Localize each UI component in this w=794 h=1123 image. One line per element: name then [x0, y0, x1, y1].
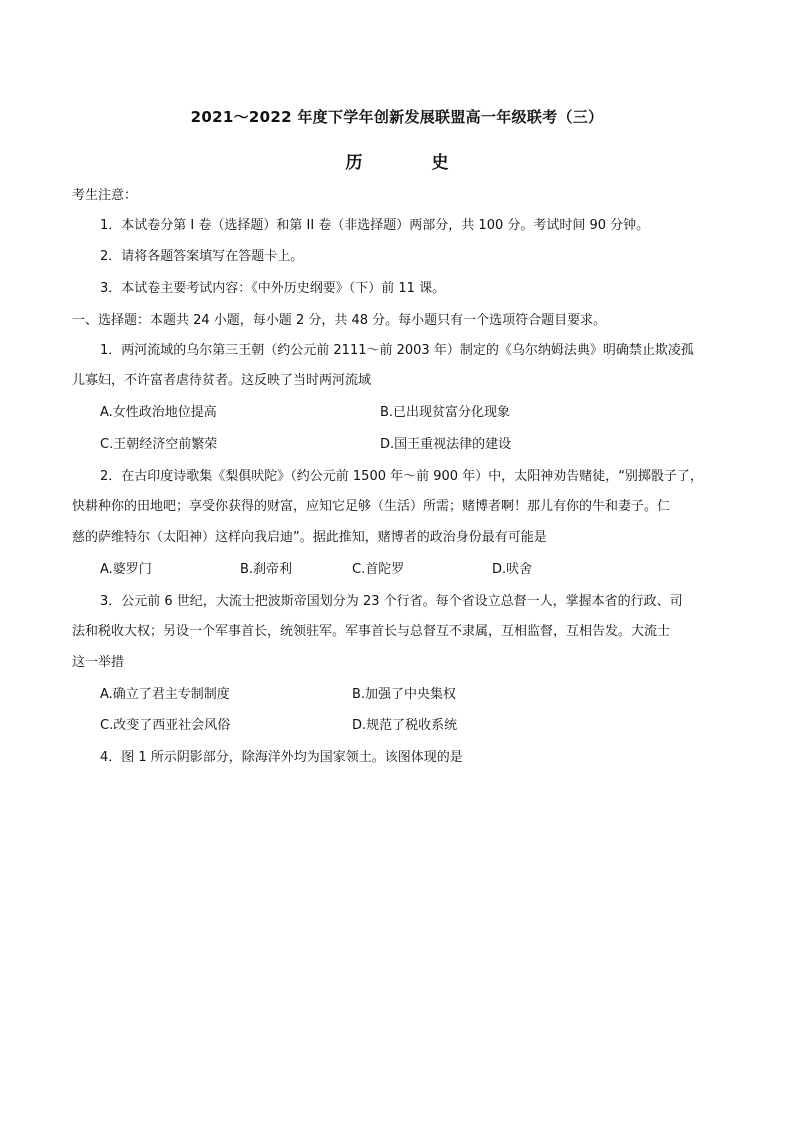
notice-item-1: 1．本试卷分第 I 卷（选择题）和第 II 卷（非选择题）两部分，共 100 分。考试时间 90 分钟。	[100, 218, 650, 233]
question-1-option-c: C.王朝经济空前繁荣	[100, 437, 218, 452]
question-3-option-b: B.加强了中央集权	[352, 687, 457, 702]
subject-title: 历 史	[345, 153, 475, 173]
section-heading: 一、选择题：本题共 24 小题，每小题 2 分，共 48 分。每小题只有一个选项符合题目要求。	[72, 313, 607, 328]
question-2-option-b: B.刹帝利	[240, 562, 293, 577]
question-1-option-a: A.女性政治地位提高	[100, 405, 217, 420]
question-3-option-a: A.确立了君主专制制度	[100, 687, 230, 702]
question-2-option-d: D.吠舍	[492, 562, 533, 577]
question-1-line-1: 1．两河流域的乌尔第三王朝（约公元前 2111～前 2003 年）制定的《乌尔纳姆法典》明确禁止欺凌孤	[100, 343, 694, 358]
question-3-option-c: C.改变了西亚社会风俗	[100, 718, 231, 733]
question-3-line-3: 这一举措	[72, 655, 125, 670]
exam-title: 2021～2022 年度下学年创新发展联盟高一年级联考（三）	[190, 108, 604, 126]
question-2-line-2: 快耕种你的田地吧；享受你获得的财富，应知它足够（生活）所需；赌博者啊！那儿有你的牛和妻子。仁	[72, 499, 671, 514]
question-2-line-3: 慈的萨维特尔（太阳神）这样向我启迪”。据此推知，赌博者的政治身份最有可能是	[72, 530, 547, 545]
question-2-option-a: A.婆罗门	[100, 562, 152, 577]
question-3-option-d: D.规范了税收系统	[352, 718, 458, 733]
question-4-line-1: 4．图 1 所示阴影部分，除海洋外均为国家领土。该图体现的是	[100, 750, 463, 765]
question-2-line-1: 2．在古印度诗歌集《梨俱吠陀》（约公元前 1500 年～前 900 年）中，太阳神劝告赌徒，“别掷骰子了，	[100, 469, 703, 484]
notice-item-2: 2．请将各题答案填写在答题卡上。	[100, 249, 304, 264]
question-3-line-2: 法和税收大权；另设一个军事首长，统领驻军。军事首长与总督互不隶属，互相监督，互相告发。大流士	[72, 624, 671, 639]
notice-item-3: 3．本试卷主要考试内容：《中外历史纲要》（下）前 11 课。	[100, 281, 446, 296]
question-1-option-b: B.已出现贫富分化现象	[380, 405, 511, 420]
question-1-line-2: 儿寡妇，不许富者虐待贫者。这反映了当时两河流域	[72, 373, 372, 388]
question-2-option-c: C.首陀罗	[352, 562, 405, 577]
question-3-line-1: 3．公元前 6 世纪，大流士把波斯帝国划分为 23 个行省。每个省设立总督一人，掌握本省的行政、司	[100, 594, 683, 609]
notice-heading: 考生注意：	[72, 188, 138, 203]
question-1-option-d: D.国王重视法律的建设	[380, 437, 512, 452]
